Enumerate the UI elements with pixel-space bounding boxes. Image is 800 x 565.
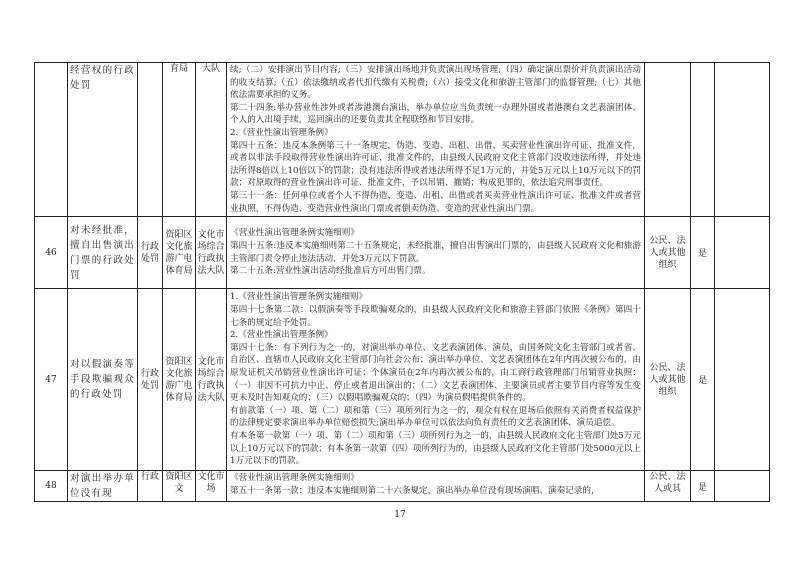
basis-paragraph: 续;（二）安排演出节目内容;（三）安排演出场地并负责演出现场管理;（四）确定演出票价并负责演出活动的收支结算;（五）依法缴纳或者代扣代缴有关税费;（六）接受文化和旅游主管部门的监督管理;（七）其他依法需要承担的义务。 xyxy=(230,65,641,101)
item-type: 行政处罚 xyxy=(138,217,163,289)
item-name: 经营权的行政处罚 xyxy=(68,63,138,217)
implementing-agency: 资阳区文化旅游广电体育局 xyxy=(163,217,196,289)
table-row xyxy=(35,289,770,471)
remarks-cell xyxy=(715,289,770,471)
legal-basis xyxy=(227,63,645,217)
basis-paragraph: 《营业性演出管理条例实施细则》 xyxy=(230,473,359,484)
row-number xyxy=(35,63,68,217)
yes-flag xyxy=(691,63,715,217)
basis-paragraph: 2.《营业性演出管理条例》 xyxy=(230,127,333,138)
basis-paragraph: 第二十五条:营业性演出活动经批准后方可出售门票。 xyxy=(230,266,431,277)
undertaking-department: 文化市场综合行政执法大队 xyxy=(196,289,227,471)
applicable-subject: 公民、法人或其 xyxy=(645,471,691,502)
applicable-subject: 公民、法人或其他组织 xyxy=(645,217,691,289)
table-row xyxy=(35,471,770,502)
yes-flag: 是 xyxy=(691,471,715,502)
item-name: 对演出举办单位没有现 xyxy=(68,471,138,502)
row-number: 47 xyxy=(35,289,68,471)
basis-paragraph: 第四十五条：违反本条例第三十一条规定，伪造、变造、出租、出借、买卖营业性演出许可证、批准文件，或者以非法手段取得营业性演出许可证、批准文件的，由县级人民政府文化主管部门没收违法所得，并处违法所得8倍以上10倍以下的罚款；没有违法所得或者违法所得不足1万元的，并处5万元以上10万元以下的罚款；对原取得的营业性演出许可证、批准文件，予以吊销、撤销；构成犯罪的，依法追究刑事责任。 xyxy=(230,140,641,189)
basis-paragraph: 有前款第（一）项、第（二）项和第（三）项所列行为之一的，观众有权在退场后依照有关消费者权益保护的法律规定要求演出举办单位赔偿损失;演出举办单位可以依法向负有责任的文艺表演团体、演员追偿。 xyxy=(230,405,641,429)
basis-paragraph: 第四十七条：有下列行为之一的，对演出举办单位、文艺表演团体、演员，由国务院文化主管部门或者省、自治区、直辖市人民政府文化主管部门向社会公布；演出举办单位、文艺表演团体在2年内再次被公布的，由原发证机关吊销营业性演出许可证；个体演员在2年内再次被公布的，由工商行政管理部门吊销营业执照：（一）非因不可抗力中止、停止或者退出演出的；（二）文艺表演团体、主要演员或者主要节目内容等发生变更未及时告知观众的；（三）以假唱欺骗观众的；（四）为演员假唱提供条件的。 xyxy=(230,342,641,404)
implementing-agency: 资阳区文 xyxy=(163,471,196,502)
remarks-cell xyxy=(715,471,770,502)
basis-paragraph: 1.《营业性演出管理条例实施细则》 xyxy=(230,292,368,303)
table-row xyxy=(35,217,770,289)
enforcement-table xyxy=(34,62,770,502)
basis-paragraph: 第四十五条:违反本实施细则第二十五条规定，未经批准，擅自出售演出门票的，由县级人民政府文化和旅游主管部门责令停止违法活动，并处3万元以下罚款。 xyxy=(230,241,641,264)
undertaking-department: 大队 xyxy=(196,63,227,217)
item-type: 行政处罚 xyxy=(138,289,163,471)
applicable-subject: 公民、法人或其他组织 xyxy=(645,289,691,471)
remarks-cell xyxy=(715,217,770,289)
item-type xyxy=(138,63,163,217)
remarks-cell xyxy=(715,63,770,217)
basis-paragraph: 第二十四条:举办营业性涉外或者涉港澳台演出，举办单位应当负责统一办理外国或者港澳台文艺表演团体、个人的入出境手续，巡回演出的还要负责其全程联络和节目安排。 xyxy=(230,102,641,126)
undertaking-department: 文化市场综合行政执法大队 xyxy=(196,217,227,289)
basis-paragraph: 第三十一条：任何单位或者个人不得伪造、变造、出租、出借或者买卖营业性演出许可证、批准文件或者营业执照，不得伪造、变造营业性演出门票或者倒卖伪造、变造的营业性演出门票。 xyxy=(230,190,641,214)
legal-basis xyxy=(227,289,645,471)
legal-basis xyxy=(227,217,645,289)
basis-paragraph: 有本条第一款第（一）项、第（二）项和第（三）项所列行为之一的，由县级人民政府文化主管部门处5万元以上10万元以下的罚款；有本条第一款第（四）项所列行为的，由县级人民政府文化主管部门处5000元以上1万元以下的罚款。 xyxy=(230,431,641,467)
item-name: 对以假演奏等手段欺骗观众的行政处罚 xyxy=(68,289,138,471)
implementing-agency: 资阳区文化旅游广电体育局 xyxy=(163,289,196,471)
yes-flag: 是 xyxy=(691,289,715,471)
basis-paragraph: 《营业性演出管理条例实施细则》 xyxy=(230,228,359,239)
basis-paragraph: 2.《营业性演出管理条例》 xyxy=(230,330,333,341)
implementing-agency: 育局 xyxy=(163,63,196,217)
basis-paragraph: 第五十一条第一款：违反本实施细则第二十六条规定，演出举办单位没有现场演唱、演奏记录的， xyxy=(230,485,600,496)
row-number: 46 xyxy=(35,217,68,289)
page-number: 17 xyxy=(394,510,406,520)
item-type: 行政 xyxy=(138,471,163,502)
undertaking-department: 文化市场 xyxy=(196,471,227,502)
applicable-subject xyxy=(645,63,691,217)
legal-basis xyxy=(227,471,645,502)
item-name: 对未经批准，擅自出售演出门票的行政处罚 xyxy=(68,217,138,289)
yes-flag: 是 xyxy=(691,217,715,289)
basis-paragraph: 第四十七条第二款：以假演奏等手段欺骗观众的，由县级人民政府文化和旅游主管部门依照《条例》第四十七条的规定给予处罚。 xyxy=(230,305,641,328)
table-row xyxy=(35,63,770,217)
row-number: 48 xyxy=(35,471,68,502)
